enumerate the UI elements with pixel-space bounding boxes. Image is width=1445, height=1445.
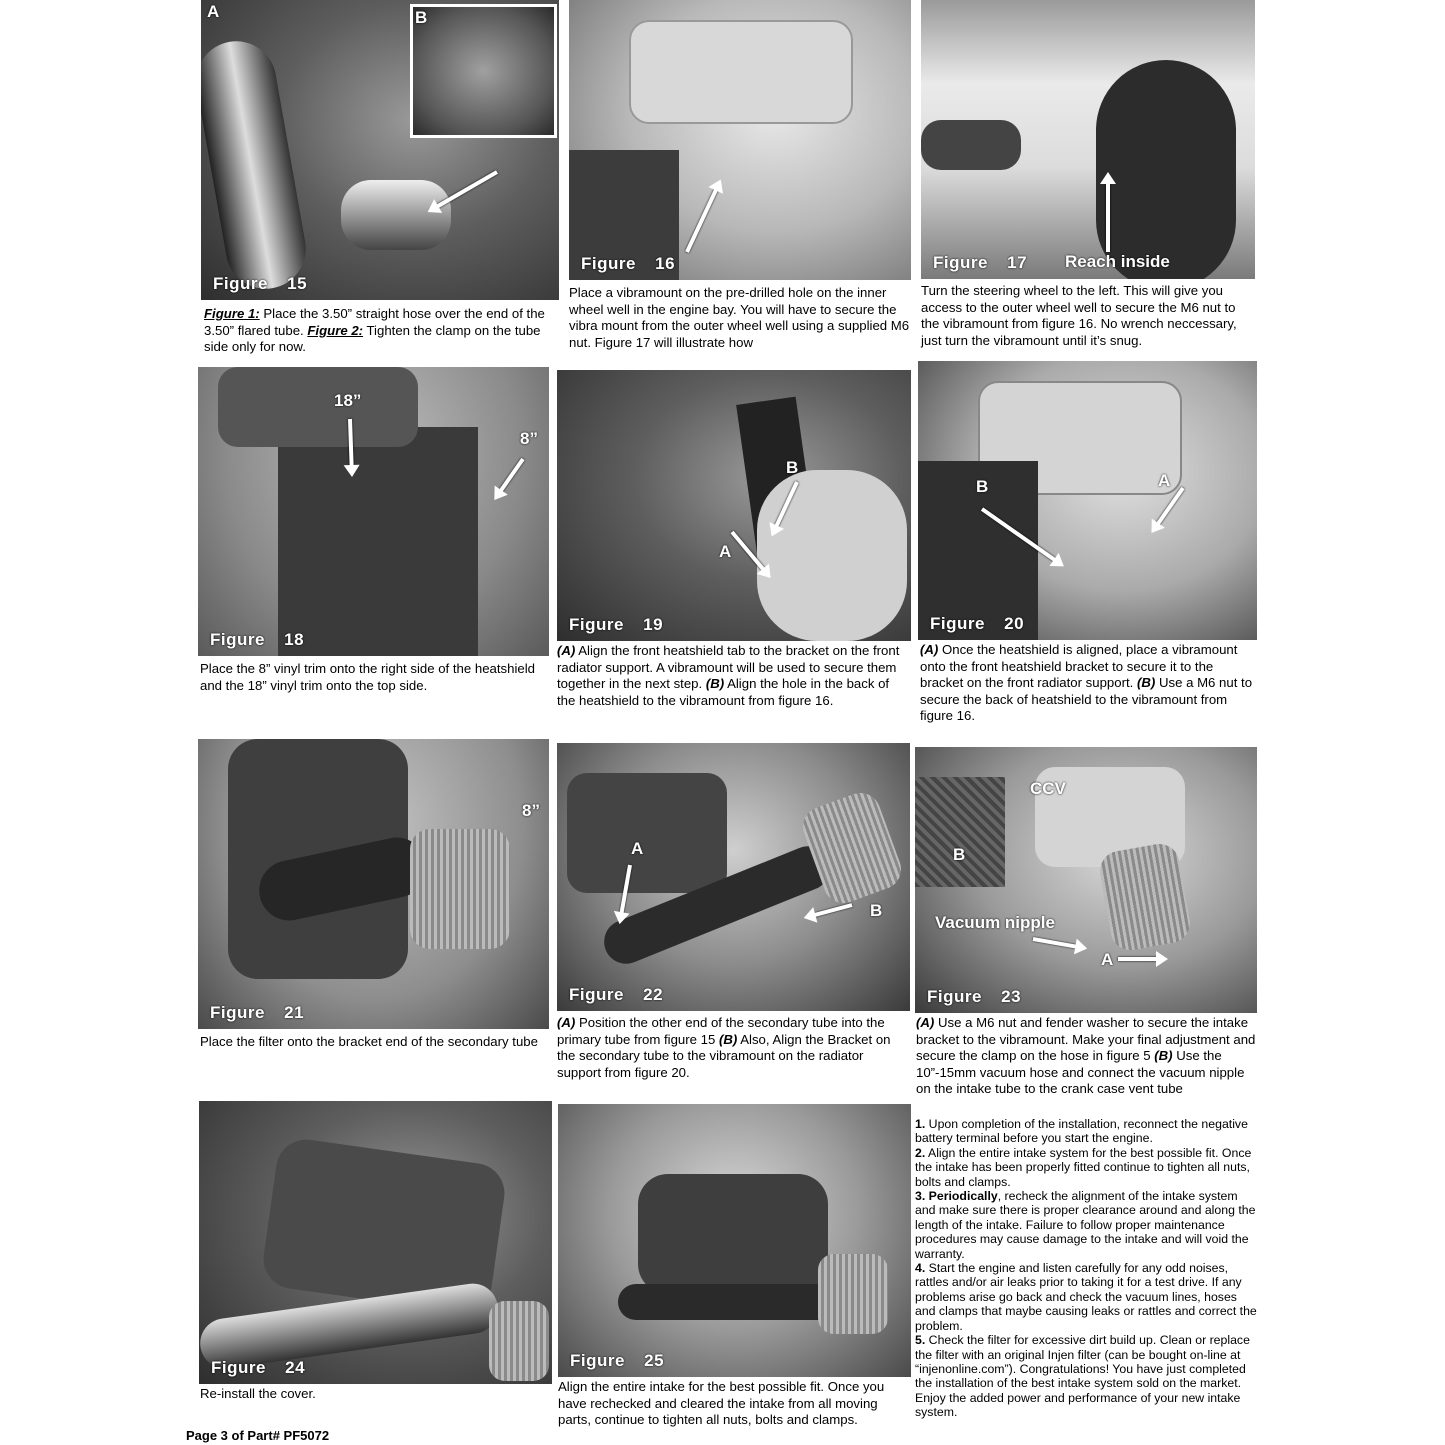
figure-23-annotation-ccv: CCV <box>1030 779 1066 798</box>
figure-23-annotation-vacuum-nipple: Vacuum nipple <box>935 913 1055 932</box>
step-2 <box>915 1146 1257 1189</box>
figure-23-annotation-b: B <box>953 845 966 864</box>
caption-15-text2: Tighten the clamp on the tube side only for now. <box>204 322 541 355</box>
caption-figure-24: Re-install the cover. <box>200 1386 316 1401</box>
figure-23-arrow-a <box>1118 957 1158 961</box>
caption-22-a: (A) <box>557 1015 576 1030</box>
caption-23-a: (A) <box>916 1015 935 1030</box>
caption-23-b: (B) <box>1154 1048 1173 1064</box>
figure-16-label: Figure 16 <box>581 254 676 273</box>
figure-23-arrow-vacuum <box>1033 937 1078 949</box>
figure-19-annotation-a: A <box>719 542 732 561</box>
figure-15-label: Figure 15 <box>213 274 308 293</box>
figure-18-label: Figure 18 <box>210 630 305 649</box>
step-4-number: 4. <box>915 1261 926 1276</box>
figure-16-photo <box>569 0 911 280</box>
caption-15-figure1-ref: Figure 1: <box>204 306 260 321</box>
caption-15-text1: Place the 3.50” straight hose over the end of the 3.50” flared tube. <box>204 306 545 338</box>
caption-figure-22 <box>557 1015 909 1081</box>
figure-18-annotation-8in: 8” <box>520 429 538 448</box>
figure-15-annotation-a: A <box>207 2 220 21</box>
caption-figure-25: Align the entire intake for the best possible fit. Once you have rechecked and cleared the intake from all moving parts, continue to tighten all nuts, bolts and clamps. <box>558 1379 885 1428</box>
figure-17-arrow <box>1106 182 1110 252</box>
caption-19-b: (B) <box>705 676 725 692</box>
step-5-text: Check the filter for excessive dirt build up. Clean or replace the filter with an original Injen filter (can be bought on-line at “injenonline.com”). Congratulations! You have just completed the installation of the best intake system sold on the market. Enjoy the added power and performance of your new intake system. <box>915 1333 1250 1420</box>
figure-20-label: Figure 20 <box>930 614 1025 633</box>
figure-22-annotation-a: A <box>631 839 644 858</box>
step-3-bold: Periodically <box>925 1189 998 1204</box>
figure-15-annotation-b: B <box>415 8 428 27</box>
caption-19-text1: Align the front heatshield tab to the bracket on the front radiator support. A vibramount will be used to secure them together in the next step. <box>557 643 900 692</box>
figure-19-photo <box>557 370 911 641</box>
caption-figure-18: Place the 8” vinyl trim onto the right side of the heatshield and the 18” vinyl trim onto the top side. <box>200 661 535 693</box>
caption-15-figure2-ref: Figure 2: <box>307 322 364 338</box>
figure-19-annotation-b: B <box>786 458 799 477</box>
step-4-text: Start the engine and listen carefully for any odd noises, rattles and/or air leaks prior to taking it for a test drive. If any problems arise go back and check the vacuum lines, hoses and clamps that maybe causing leaks or rattles and correct the problem. <box>915 1261 1257 1333</box>
caption-figure-20 <box>920 642 1254 725</box>
step-1-text: Upon completion of the installation, reconnect the negative battery terminal before you start the engine. <box>915 1117 1248 1146</box>
figure-25-photo <box>558 1104 911 1377</box>
caption-20-text2: Use a M6 nut to secure the back of heatshield to the vibramount from figure 16. <box>920 675 1253 724</box>
figure-17-annotation: Reach inside <box>1065 252 1170 271</box>
figure-22-label: Figure 22 <box>569 985 664 1004</box>
figure-24-photo <box>199 1101 552 1384</box>
figure-23-photo <box>915 747 1257 1013</box>
figure-16-arrow <box>685 188 718 253</box>
figure-22-photo <box>557 743 910 1011</box>
caption-20-text1: Once the heatshield is aligned, place a vibramount onto the front heatshield bracket to secure it to the bracket on the front radiator support. <box>920 642 1238 691</box>
figure-18-photo <box>198 367 549 656</box>
figure-18-arrow-right <box>498 458 524 493</box>
figure-23-label: Figure 23 <box>927 987 1022 1006</box>
figure-21-photo <box>198 739 549 1029</box>
figure-15-arrow <box>435 170 498 208</box>
caption-19-text2: Align the hole in the back of the heatshield to the vibramount from figure 16. <box>557 676 890 708</box>
step-5 <box>915 1333 1257 1419</box>
figure-25-label: Figure 25 <box>570 1351 665 1370</box>
caption-figure-15 <box>204 306 562 356</box>
figure-21-annotation-8in: 8” <box>522 801 540 820</box>
figure-22-annotation-b: B <box>870 901 883 920</box>
step-1 <box>915 1117 1257 1146</box>
caption-22-text2: Also, Align the Bracket on the secondary tube to the vibramount on the radiator support from figure 20. <box>557 1031 891 1080</box>
figure-21-label: Figure 21 <box>210 1003 305 1022</box>
figure-17-photo <box>921 0 1255 279</box>
step-5-number: 5. <box>915 1333 926 1348</box>
figure-23-annotation-a: A <box>1101 950 1114 969</box>
caption-20-b: (B) <box>1136 675 1156 691</box>
figure-24-label: Figure 24 <box>211 1358 306 1377</box>
figure-19-label: Figure 19 <box>569 615 664 634</box>
caption-figure-23 <box>916 1015 1256 1098</box>
figure-15-photo <box>201 0 559 300</box>
caption-22-text1: Position the other end of the secondary tube into the primary tube from figure 15 <box>557 1015 885 1047</box>
figure-20-annotation-b: B <box>976 477 989 496</box>
caption-20-a: (A) <box>920 642 939 657</box>
step-2-number: 2. <box>915 1145 926 1160</box>
figure-20-annotation-a: A <box>1158 471 1171 490</box>
completion-steps <box>915 1117 1257 1420</box>
step-3-text: , recheck the alignment of the intake system and make sure there is proper clearance around and along the length of the intake. Failure to follow proper maintenance procedures may cause damage to the intake and will void the warranty. <box>915 1189 1256 1261</box>
caption-22-b: (B) <box>718 1031 738 1047</box>
figure-22-arrow-b <box>813 903 853 917</box>
caption-23-text1: Use a M6 nut and fender washer to secure the intake bracket to the vibramount. Make your final adjustment and secure the clamp on the hose in figure 5 <box>916 1015 1256 1064</box>
caption-23-text2: Use the 10”-15mm vacuum hose and connect the vacuum nipple on the intake tube to the crank case vent tube <box>916 1048 1245 1097</box>
caption-19-a: (A) <box>557 643 576 658</box>
caption-figure-16: Place a vibramount on the pre-drilled hole on the inner wheel well in the engine bay. You will have to secure the vibra mount from the outer wheel well using a supplied M6 nut. Figure 17 will illustrate how <box>569 285 910 350</box>
step-3 <box>915 1189 1257 1261</box>
step-3-number: 3. <box>915 1189 926 1204</box>
caption-figure-19 <box>557 643 909 709</box>
caption-figure-17: Turn the steering wheel to the left. This will give you access to the outer wheel well to secure the M6 nut to the vibramount from figure 16. No wrench neccessary, just turn the vibramount until it’s snug. <box>921 283 1237 348</box>
figure-17-label: Figure 17 <box>933 253 1028 272</box>
figure-18-annotation-18in: 18” <box>334 391 362 410</box>
figure-15-inset <box>410 4 557 138</box>
step-1-number: 1. <box>915 1117 926 1131</box>
step-2-text: Align the entire intake system for the best possible fit. Once the intake has been properly fitted continue to tighten all nuts, bolts and clamps. <box>915 1145 1252 1189</box>
page-footer: Page 3 of Part# PF5072 <box>186 1428 330 1443</box>
caption-figure-21: Place the filter onto the bracket end of the secondary tube <box>200 1034 538 1049</box>
step-4 <box>915 1261 1257 1333</box>
figure-20-photo <box>918 361 1257 640</box>
